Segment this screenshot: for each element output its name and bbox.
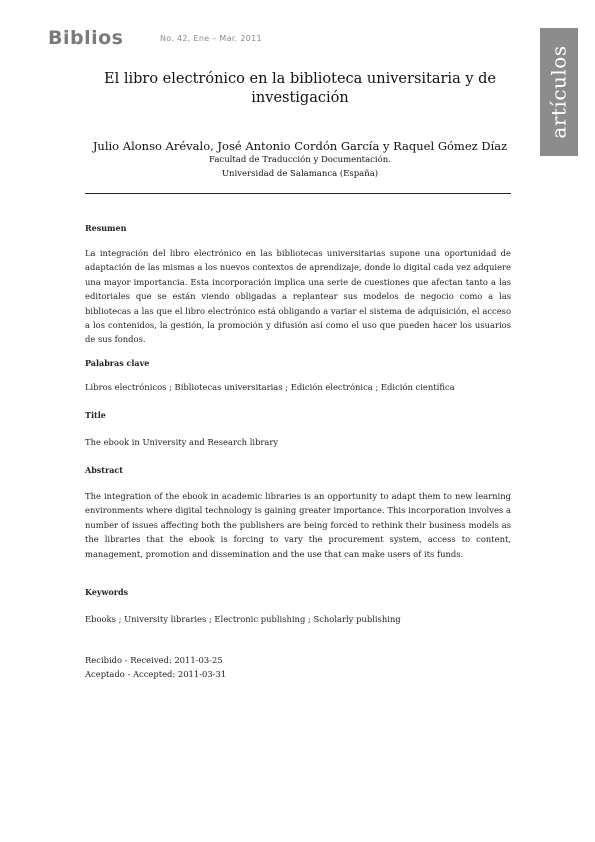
issue-info: No. 42, Ene – Mar. 2011 — [160, 34, 262, 43]
abstract-text: The integration of the ebook in academic libraries is an opportunity to adapt them to new learning environments where digital technology is gaining greater importance. This incorporation involves a number of issues affecting both the publishers are being forced to rethink their business models as the libraries that the ebook is forcing to vary the procurement system, access to content, management, promotion and dissemination and the use that can make users of its funds. — [85, 491, 511, 559]
palabras-clave-text: Libros electrónicos ; Bibliotecas universitarias ; Edición electrónica ; Edición científica — [85, 382, 455, 392]
section-tab — [540, 28, 578, 156]
affiliation-university: Universidad de Salamanca (España) — [221, 169, 379, 179]
keywords-text: Ebooks ; University libraries ; Electronic publishing ; Scholarly publishing — [85, 614, 401, 624]
received-date: Recibido - Received: 2011-03-25 — [85, 655, 223, 665]
accepted-date: Aceptado - Accepted: 2011-03-31 — [85, 669, 227, 679]
resumen-heading: Resumen — [85, 223, 127, 233]
journal-logo: Biblios — [48, 27, 124, 49]
title-en-text: The ebook in University and Research library — [85, 437, 279, 447]
title-en-heading: Title — [85, 410, 106, 420]
section-label: artículos — [547, 45, 572, 139]
keywords-heading: Keywords — [85, 587, 129, 597]
resumen-text: La integración del libro electrónico en las bibliotecas universitarias supone una oportunidad de adaptación de las mismas a los nuevos contextos de aprendizaje, donde lo digital cada vez adquiere una mayor importancia. Esta incorporación implica una serie de cuestiones que afectan tanto a las editoriales que se están viendo obligadas a replantear sus modelos de negocio como a las bibliotecas a las que el libro electrónico está obligando a variar el sistema de adquisición, el acceso a los contenidos, la gestión, la promoción y difusión así como el uso que pueden hacer los usuarios de sus fondos. — [85, 248, 511, 345]
palabras-clave-heading: Palabras clave — [85, 358, 150, 368]
authors: Julio Alonso Arévalo, José Antonio Cordón García y Raquel Gómez Díaz — [92, 139, 508, 153]
article-title: El libro electrónico en la biblioteca universitaria y de investigación — [104, 71, 496, 106]
abstract-heading: Abstract — [85, 465, 123, 475]
affiliation-faculty: Facultad de Traducción y Documentación. — [209, 155, 391, 165]
header-divider — [85, 193, 511, 194]
